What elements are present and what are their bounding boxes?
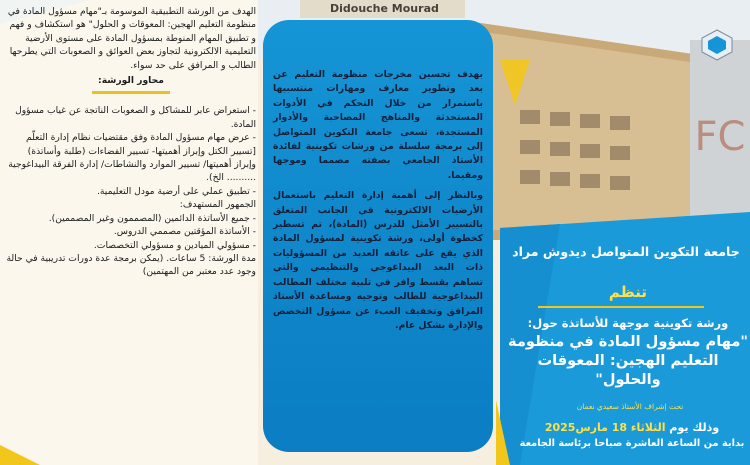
axis-item: - عرض مهام مسؤول المادة وفق مقتضيات نظام إدارة التعلّم [تسيير الكتل وإبراز أهميتها- تسيير الفضاءات (طلبة وأساتذة) وإبراز أهميتها/ تسيير الموارد والنشاطات/ إدارة الفرقة البيداغوجية .......... الخ). bbox=[8, 132, 256, 184]
date-prefix: وذلك يوم bbox=[665, 421, 720, 434]
svg-text:FC: FC bbox=[694, 114, 746, 160]
axis-item: - تطبيق عملي على أرضية مودل التعليمية. bbox=[96, 185, 256, 197]
building-sign: Didouche Mourad bbox=[330, 2, 439, 15]
description-paragraph: وبالنظر إلى أهمية إدارة التعليم باستعمال الأرضيات الالكترونية في الجانب المتعلق بالتسيير الأمثل للدرس (المادة)، تم تسطير كخطوة أولى، ورشة تكوينية لمسؤول المادة الذي يقع على عاتقه العديد من المسؤوليات ذات البعد البيداغوجي والتنظيمي والتي تساهم بقسط وافر في تلبية مختلف المطالب البيداغوجية للطالب وتوجيه ومساعدة الأستاذ المرافق وتخفيف العبء عن مسؤول التخصص والإدارة بشكل عام. bbox=[273, 190, 483, 331]
workshop-title: "مهام مسؤول المادة في منظومة التعليم الهجين: المعوقات والحلول" bbox=[508, 333, 748, 388]
university-logo-icon bbox=[700, 28, 734, 62]
organizes-label: تنظم bbox=[608, 283, 648, 301]
workshop-axes-title: محاور الورشة: bbox=[98, 75, 164, 87]
description-paragraph: بهدف تحسين مخرجات منظومة التعليم عن بعد وتطوير معارف ومهارات منتسبيها باستمرار من خلال التحكم في الأدوات المستحدثة والمناهج المصاحبة والأدوار المستجدة، تسعى جامعة التكوين المتواصل إلى برمجة سلسلة من ورشات تكوينية لفائدة الأستاذ الجامعي بصفته مصمما وموجها ومقيما. bbox=[273, 69, 483, 181]
time-location: بداية من الساعة العاشرة صباحا برئاسة الجامعة bbox=[519, 438, 745, 449]
target-audience-title: الجمهور المستهدف: bbox=[179, 199, 256, 211]
gold-divider bbox=[92, 91, 170, 94]
description-text bbox=[273, 68, 483, 339]
gold-underline bbox=[538, 306, 704, 308]
audience-item: - جميع الأساتذة الدائمين (المصممون وغير المصممين). bbox=[48, 212, 256, 224]
audience-item: - مسؤولي الميادين و مسؤولي التخصصات. bbox=[93, 239, 256, 251]
workshop-intro: ورشة تكوينية موجهة للأساتذة حول: bbox=[527, 316, 729, 330]
supervision-line: تحت إشراف الأستاذ سعيدي نعمان bbox=[576, 402, 684, 411]
audience-item: - الأساتذة المؤقتين مصممي الدروس. bbox=[113, 226, 256, 238]
workshop-goal-text: الهدف من الورشة التطبيقية الموسومة بـ"مهام مسؤول المادة في منظومة التعليم الهجين: المعوقات و الحلول" هو استكشاف و فهم و تطبيق المهام المنوطة بمسؤول المادة على مستوى الأرضية التعليمية الالكترونية لتجاوز بعض العوائق و الصعوبات التي يطرحها الطالب و المرافق على حد سواء. bbox=[7, 6, 256, 71]
university-name: جامعة التكوين المتواصل ديدوش مراد bbox=[512, 244, 740, 259]
workshop-duration: مدة الورشة: 5 ساعات. (يمكن برمجة عدة دورات تدريبية في حالة وجود عدد معتبر من المهتمين) bbox=[6, 252, 256, 278]
axis-item: - استعراض عابر للمشاكل و الصعوبات الناتجة عن غياب مسؤول المادة. bbox=[15, 105, 256, 130]
date-block bbox=[516, 420, 748, 452]
workshop-announcement bbox=[508, 316, 748, 389]
left-column bbox=[6, 5, 256, 279]
date-value: الثلاثاء 18 مارس2025 bbox=[544, 421, 666, 434]
